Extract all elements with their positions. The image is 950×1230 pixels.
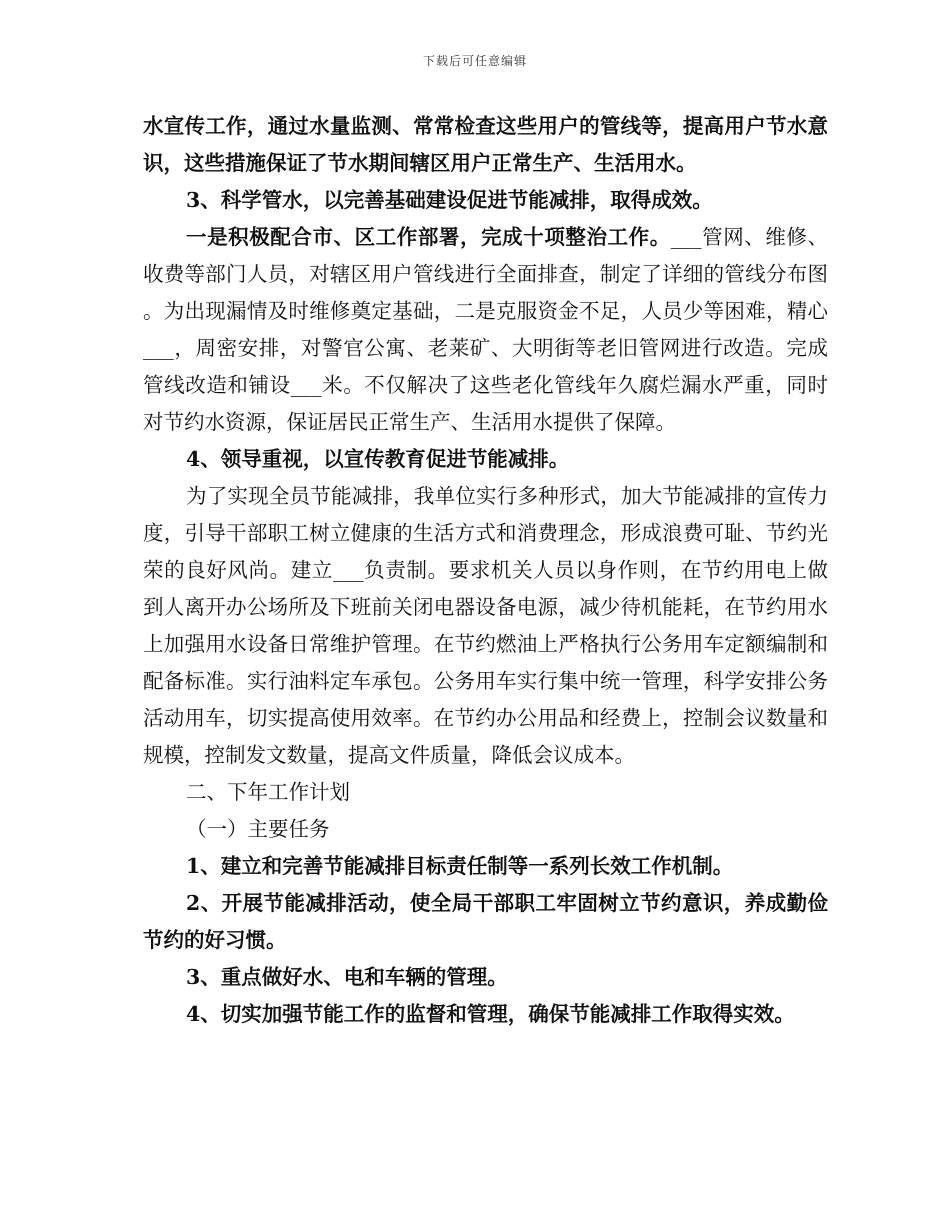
page-header: 下载后可任意编辑 xyxy=(422,54,527,68)
heading-main-tasks: （一）主要任务 xyxy=(186,817,330,841)
task-item-2: 2、开展节能减排活动，使全局干部职工牢固树立节约意识，养成勤俭节约的好习惯。 xyxy=(143,891,828,952)
task-item-4: 4、切实加强节能工作的监督和管理，确保节能减排工作取得实效。 xyxy=(186,1002,795,1026)
task-item-3: 3、重点做好水、电和车辆的管理。 xyxy=(186,965,508,989)
paragraph-body-text: ___管网、维修、收费等部门人员，对辖区用户管线进行全面排查，制定了详细的管线分布图。为出现漏情及时维修奠定基础，二是克服资金不足，人员少等困难，精心___，周密安排，对警官公寓、老莱矿、大明街等老旧管网进行改造。完成管线改造和铺设___米。不仅解决了这些老化管线年久腐烂漏水严重，同时对节约水资源，保证居民正常生产、生活用水提供了保障。 xyxy=(143,225,829,434)
heading-scientific-water-management: 3、科学管水，以完善基础建设促进节能减排，取得成效。 xyxy=(186,188,713,212)
heading-next-year-plan: 二、下年工作计划 xyxy=(186,780,350,804)
paragraph-energy-saving-measures: 为了实现全员节能减排，我单位实行多种形式，加大节能减排的宣传力度，引导干部职工树立健康的生活方式和消费理念，形成浪费可耻、节约光荣的良好风尚。建立___负责制。要求机关人员以身作则，在节约用电上做到人离开办公场所及下班前关闭电器设备电源，减少待机能耗，在节约用水上加强用水设备日常维护管理。在节约燃油上严格执行公务用车定额编制和配备标准。实行油料定车承包。公务用车实行集中统一管理，科学安排公务活动用车，切实提高使用效率。在节约办公用品和经费上，控制会议数量和规模，控制发文数量，提高文件质量，降低会议成本。 xyxy=(143,484,828,767)
task-item-1: 1、建立和完善节能减排目标责任制等一系列长效工作机制。 xyxy=(186,854,734,878)
heading-leadership-attention: 4、领导重视，以宣传教育促进节能减排。 xyxy=(186,447,570,471)
document-body xyxy=(143,108,828,1033)
paragraph-water-publicity: 水宣传工作，通过水量监测、常常检查这些用户的管线等，提高用户节水意识，这些措施保证了节水期间辖区用户正常生产、生活用水。 xyxy=(143,114,828,175)
paragraph-lead-text: 一是积极配合市、区工作部署，完成十项整治工作。 xyxy=(186,225,671,249)
paragraph-pipeline-renovation xyxy=(143,219,828,441)
